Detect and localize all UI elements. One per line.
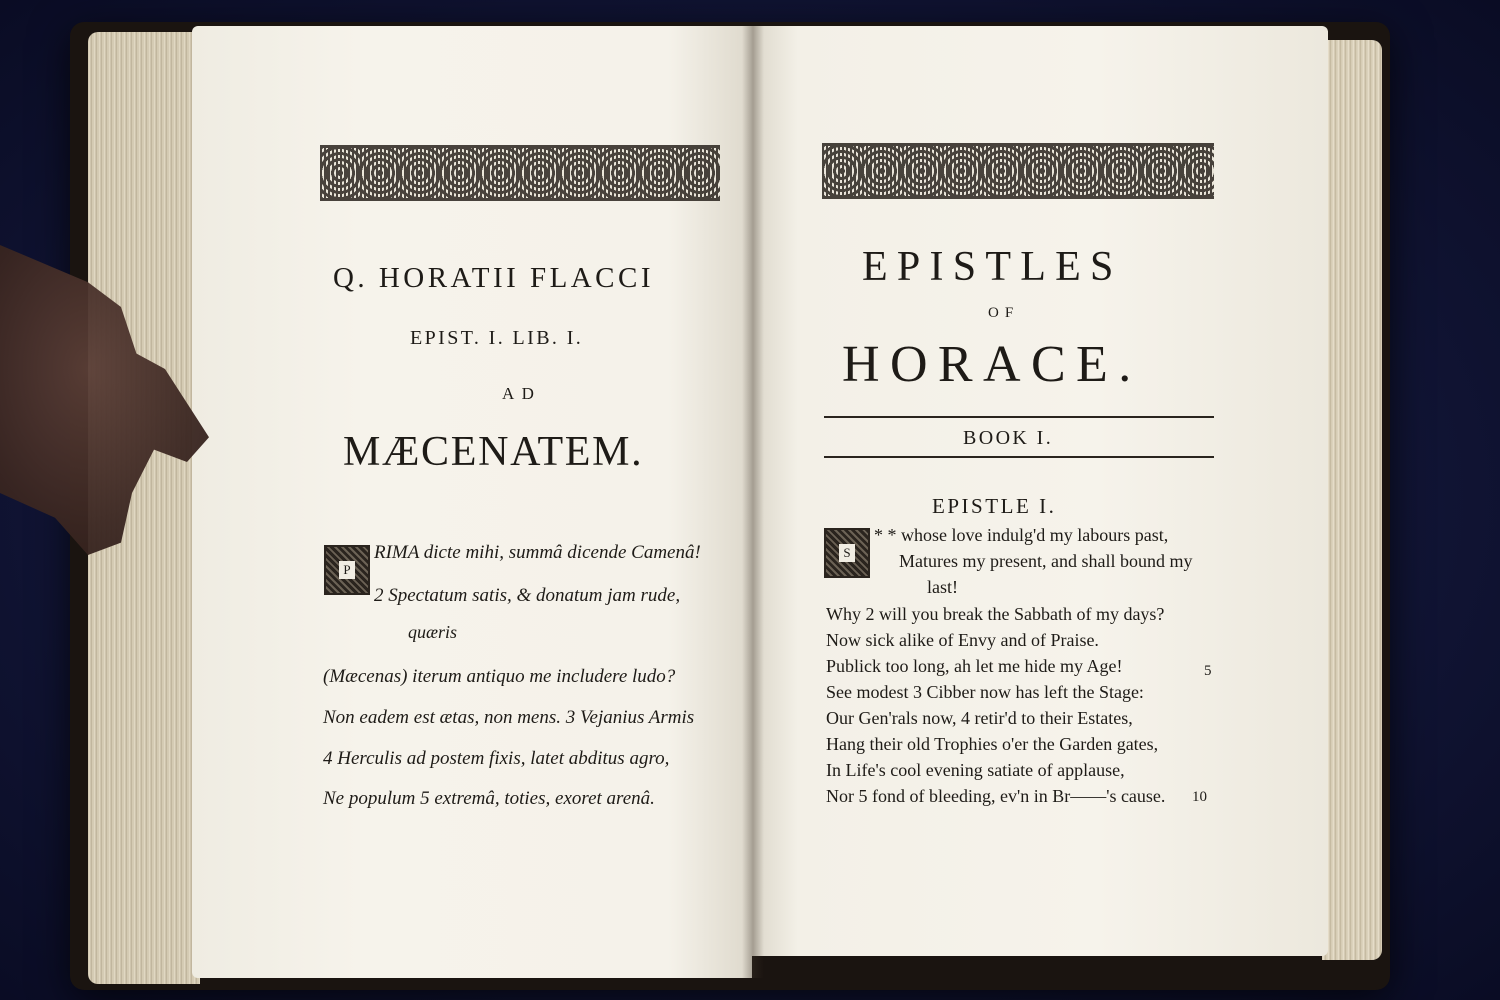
right-line-6: Publick too long, ah let me hide my Age! (826, 656, 1123, 676)
right-line-8: Our Gen'rals now, 4 retir'd to their Estates, (826, 708, 1133, 728)
page-edges-right (1322, 40, 1382, 960)
right-author: HORACE. (842, 336, 1142, 393)
left-line-1: RIMA dicte mihi, summâ dicende Camenâ! (374, 542, 701, 563)
left-ad: A D (502, 384, 536, 403)
right-dropcap-icon: S (824, 528, 870, 578)
right-epistle: EPISTLE I. (932, 494, 1057, 518)
right-title: EPISTLES (862, 244, 1123, 290)
left-dropcap-icon: P (324, 545, 370, 595)
right-book: BOOK I. (963, 427, 1054, 449)
right-line-5: Now sick alike of Envy and of Praise. (826, 630, 1099, 650)
right-header-ornament (822, 143, 1214, 199)
right-line-number-10: 10 (1192, 789, 1207, 805)
right-line-10: In Life's cool evening satiate of applause, (826, 760, 1125, 780)
rule-bottom (824, 456, 1214, 458)
right-line-3: last! (927, 577, 958, 597)
right-line-7: See modest 3 Cibber now has left the Stage: (826, 682, 1144, 702)
left-title: Q. HORATII FLACCI (333, 262, 654, 294)
rule-top (824, 416, 1214, 418)
left-line-3: quæris (408, 622, 458, 642)
book-gutter (742, 26, 764, 978)
left-line-2: 2 Spectatum satis, & donatum jam rude, (374, 585, 681, 606)
right-line-4: Why 2 will you break the Sabbath of my days? (826, 604, 1165, 624)
left-line-5: Non eadem est ætas, non mens. 3 Vejanius Armis (323, 707, 695, 728)
left-addressee: MÆCENATEM. (343, 429, 644, 475)
right-line-number-5: 5 (1204, 663, 1212, 679)
right-line-2: Matures my present, and shall bound my (899, 551, 1193, 571)
left-line-6: 4 Herculis ad postem fixis, latet abditus agro, (323, 748, 670, 769)
right-of: OF (988, 305, 1020, 321)
left-subtitle: EPIST. I. LIB. I. (410, 327, 584, 349)
left-line-7: Ne populum 5 extremâ, toties, exoret arenâ. (323, 788, 655, 809)
right-line-11: Nor 5 fond of bleeding, ev'n in Br——'s cause. (826, 786, 1166, 806)
left-line-4: (Mæcenas) iterum antiquo me includere ludo? (323, 666, 676, 687)
left-header-ornament (320, 145, 720, 201)
right-line-1: * * whose love indulg'd my labours past, (874, 525, 1169, 545)
right-line-9: Hang their old Trophies o'er the Garden gates, (826, 734, 1159, 754)
